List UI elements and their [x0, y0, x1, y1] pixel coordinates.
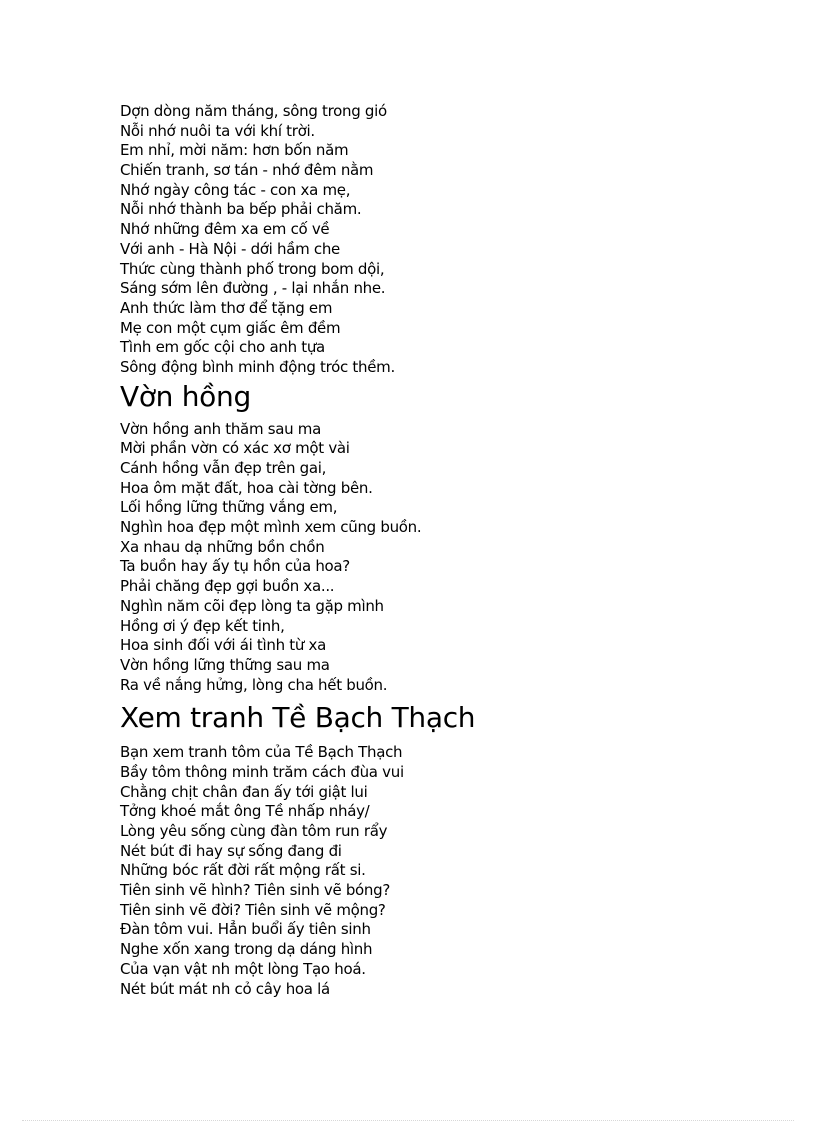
poem-line: Hồng ơi ý đẹp kết tinh,: [120, 616, 285, 635]
poem-line: Nỗi nhớ thành ba bếp phải chăm.: [120, 200, 362, 219]
poem-line: Nỗi nhớ nuôi ta với khí trời.: [120, 121, 315, 140]
poem-line: Ra về nắng hửng, lòng cha hết buồn.: [120, 675, 388, 694]
poem-line: Chiến tranh, sơ tán - nhớ đêm nằm: [120, 161, 374, 180]
poem-line: Thức cùng thành phố trong bom dội,: [120, 259, 385, 278]
poem-line: Mời phần vờn có xác xơ một vài: [120, 439, 350, 458]
footer-divider: [22, 1120, 794, 1121]
poem-line: Tởng khoé mắt ông Tề nhấp nháy/: [120, 802, 370, 821]
poem-line: Cánh hồng vẫn đẹp trên gai,: [120, 459, 327, 477]
poem-3-title: Xem tranh Tề Bạch Thạch: [120, 701, 476, 735]
poem-line: Sáng sớm lên đường , - lại nhắn nhe.: [120, 279, 386, 298]
poem-line: Hoa ôm mặt đất, hoa cài tờng bên.: [120, 478, 373, 497]
poem-line: Bạn xem tranh tôm của Tề Bạch Thạch: [120, 743, 403, 762]
poem-2: [120, 420, 780, 696]
poem-line: Anh thức làm thơ để tặng em: [120, 298, 333, 317]
poem-line: Xa nhau dạ những bồn chồn: [120, 537, 325, 556]
poem-line: Lòng yêu sống cùng đàn tôm run rẩy: [120, 822, 388, 840]
poem-line: Đàn tôm vui. Hẳn buổi ấy tiên sinh: [120, 920, 371, 939]
poem-line: Mẹ con một cụm giấc êm đềm: [120, 318, 341, 337]
poem-line: Nét bút mát nh cỏ cây hoa lá: [120, 979, 330, 998]
poem-line: Sông động bình minh động tróc thềm.: [120, 357, 395, 376]
poem-line: Vờn hồng anh thăm sau ma: [120, 419, 322, 438]
poem-line: Nghìn năm cõi đẹp lòng ta gặp mình: [120, 596, 384, 615]
poem-2-title: Vờn hồng: [120, 379, 251, 413]
poem-1: [120, 102, 780, 378]
poem-line: Tiên sinh vẽ hình? Tiên sinh vẽ bóng?: [120, 881, 391, 900]
poem-line: Nhớ những đêm xa em cố về: [120, 220, 330, 239]
poem-line: Hoa sinh đối với ái tình từ xa: [120, 636, 326, 655]
poem-line: Với anh - Hà Nội - dới hầm che: [120, 239, 340, 258]
poem-line: Bầy tôm thông minh trăm cách đùa vui: [120, 762, 404, 781]
document-page: [120, 102, 780, 999]
poem-line: Phải chăng đẹp gợi buồn xa...: [120, 577, 335, 596]
poem-line: Vờn hồng lững thững sau ma: [120, 655, 330, 674]
poem-line: Của vạn vật nh một lòng Tạo hoá.: [120, 959, 366, 978]
poem-line: Ta buồn hay ấy tụ hồn của hoa?: [120, 557, 350, 576]
poem-line: Tiên sinh vẽ đời? Tiên sinh vẽ mộng?: [120, 900, 386, 919]
poem-line: Những bóc rất đời rất mộng rất si.: [120, 861, 366, 880]
poem-3: [120, 743, 780, 999]
poem-line: Nghìn hoa đẹp một mình xem cũng buồn.: [120, 518, 422, 537]
poem-line: Nét bút đi hay sự sống đang đi: [120, 841, 342, 860]
poem-line: Dợn dòng năm tháng, sông trong gió: [120, 102, 387, 120]
poem-line: Tình em gốc cội cho anh tựa: [120, 338, 325, 357]
poem-line: Em nhỉ, mời năm: hơn bốn năm: [120, 141, 349, 160]
poem-line: Chằng chịt chân đan ấy tới giật lui: [120, 782, 368, 801]
poem-line: Lối hồng lững thững vắng em,: [120, 498, 338, 517]
poem-line: Nghe xốn xang trong dạ dáng hình: [120, 940, 373, 959]
poem-line: Nhớ ngày công tác - con xa mẹ,: [120, 180, 351, 199]
